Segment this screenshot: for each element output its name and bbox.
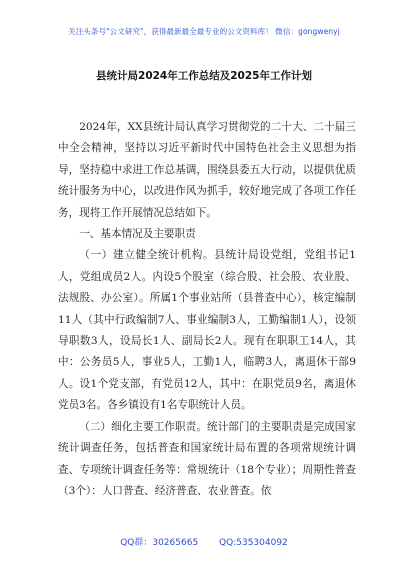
contact-footer [0, 535, 408, 548]
qq-contact: QQ:535304092 [219, 538, 288, 548]
section-heading: 一、基本情况及主要职责 [79, 228, 196, 241]
qq-group: QQ群：30265665 [120, 538, 199, 548]
document-title: 县统计局2024年工作总结及2025年工作计划 [96, 70, 312, 82]
promo-banner: 关注头条号"公文研究"，获得最新最全最专业的公文资料库！ 微信：gongwenyj [68, 27, 340, 36]
body-paragraph: （二）细化主要工作职责。统计部门的主要职责是完成国家统计调查任务，包括普查和国家统计局布置的各项常规统计调查、专项统计调查任务等：常规统计（18个专业）；周期性普查（3个）：人口普查、经济普查、农业普查。依 [58, 420, 356, 497]
document-body [58, 117, 356, 502]
intro-paragraph: 2024年，XX县统计局认真学习贯彻党的二十大、二十届三中全会精神，坚持以习近平新时代中国特色社会主义思想为指导，坚持稳中求进工作总基调，围绕县委五大行动，以提供优质统计服务为中心，以改进作风为抓手，较好地完成了各项工作任务，现将工作开展情况总结如下。 [58, 121, 356, 219]
body-paragraph: （一）建立健全统计机构。县统计局设党组，党组书记1人，党组成员2人。内设5个股室（综合股、社会股、农业股、法规股、办公室）。所属1个事业站所（县普查中心），核定编制11人（其中行政编制7人、事业编制3人，工勤编制1人），设领导职数3人，设局长1人、副局长2人。现有在职职工14人，其中：公务员5人，事业5人，工勤1人，临聘3人，离退休干部9人。设1个党支部，有党员12人，其中：在职党员9名，离退休党员3名。各乡镇设有1名专职统计人员。 [58, 249, 356, 412]
